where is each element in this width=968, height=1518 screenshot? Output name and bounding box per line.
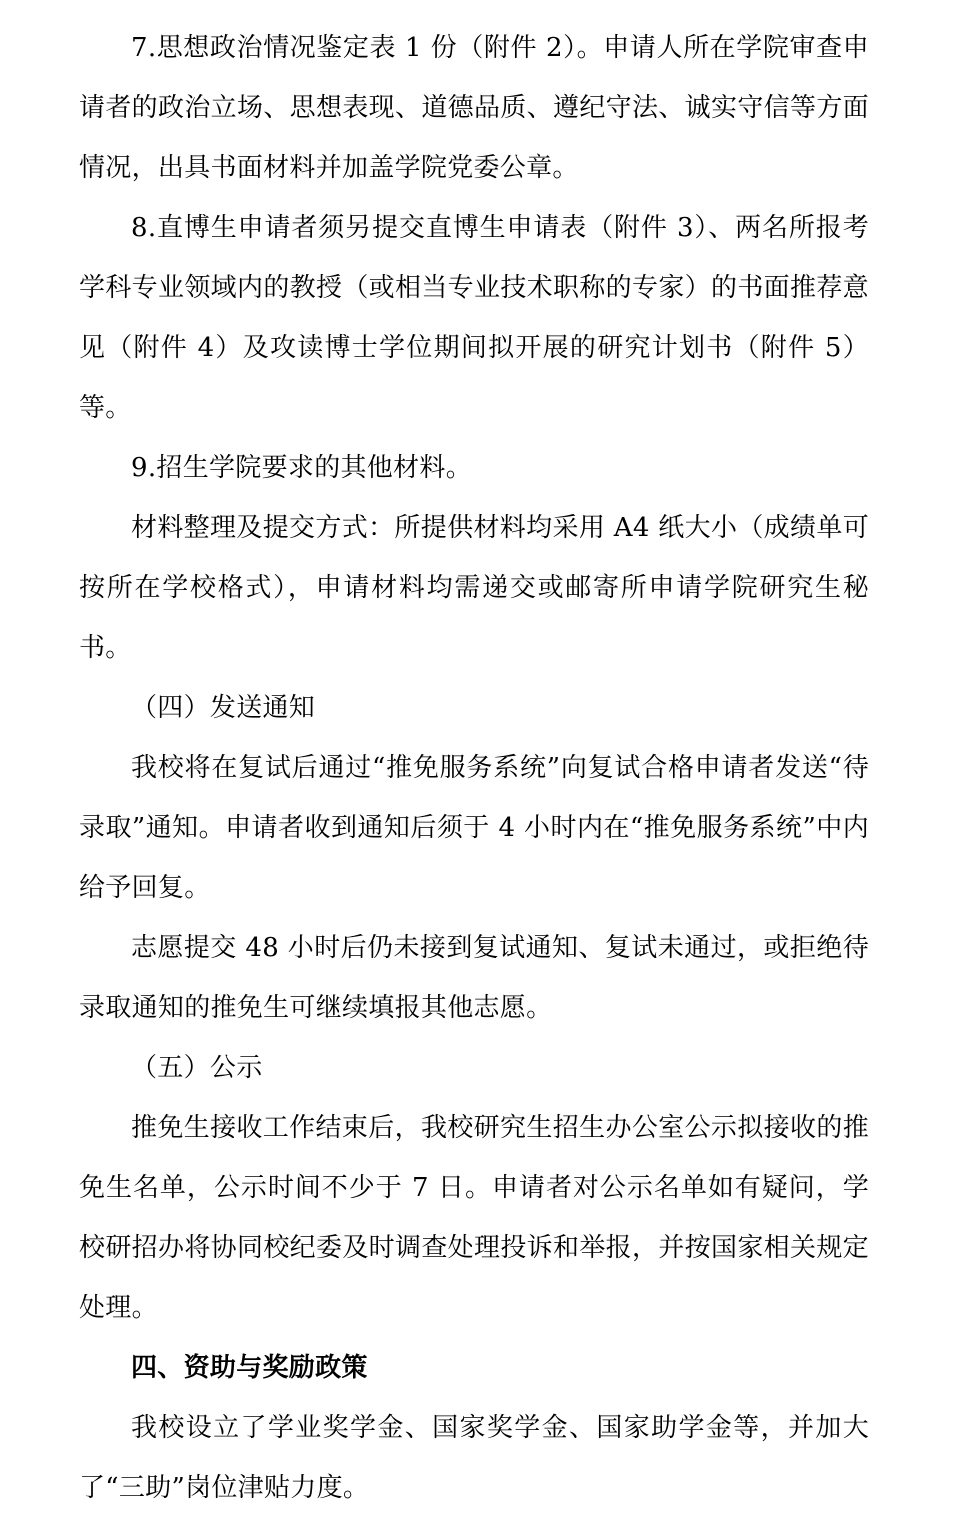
heading-publicity: （五）公示: [131, 1053, 263, 1083]
paragraph-item-9: 9.招生学院要求的其他材料。: [131, 453, 473, 483]
paragraph-item-7: 7.思想政治情况鉴定表 1 份（附件 2）。申请人所在学院审查申请者的政治立场、思想表现、道德品质、遵纪守法、诚实守信等方面情况，出具书面材料并加盖学院党委公章。: [79, 33, 869, 183]
paragraph-notice-1: 我校将在复试后通过“推免服务系统”向复试合格申请者发送“待录取”通知。申请者收到通知后须于 4 小时内在“推免服务系统”中内给予回复。: [79, 753, 869, 903]
document-body: [79, 18, 869, 1518]
heading-send-notice: （四）发送通知: [131, 693, 316, 723]
paragraph-notice-2: 志愿提交 48 小时后仍未接到复试通知、复试未通过，或拒绝待录取通知的推免生可继续填报其他志愿。: [79, 933, 869, 1023]
paragraph-materials-submission: 材料整理及提交方式：所提供材料均采用 A4 纸大小（成绩单可按所在学校格式），申请材料均需递交或邮寄所申请学院研究生秘书。: [79, 513, 869, 663]
heading-funding-policy: 四、资助与奖励政策: [131, 1353, 368, 1383]
paragraph-publicity: 推免生接收工作结束后，我校研究生招生办公室公示拟接收的推免生名单，公示时间不少于 7 日。申请者对公示名单如有疑问，学校研招办将协同校纪委及时调查处理投诉和举报，并按国家相关规定处理。: [79, 1113, 869, 1323]
paragraph-funding: 我校设立了学业奖学金、国家奖学金、国家助学金等，并加大了“三助”岗位津贴力度。: [79, 1413, 869, 1503]
paragraph-item-8: 8.直博生申请者须另提交直博生申请表（附件 3）、两名所报考学科专业领域内的教授（或相当专业技术职称的专家）的书面推荐意见（附件 4）及攻读博士学位期间拟开展的研究计划书（附件 5）等。: [79, 213, 869, 423]
